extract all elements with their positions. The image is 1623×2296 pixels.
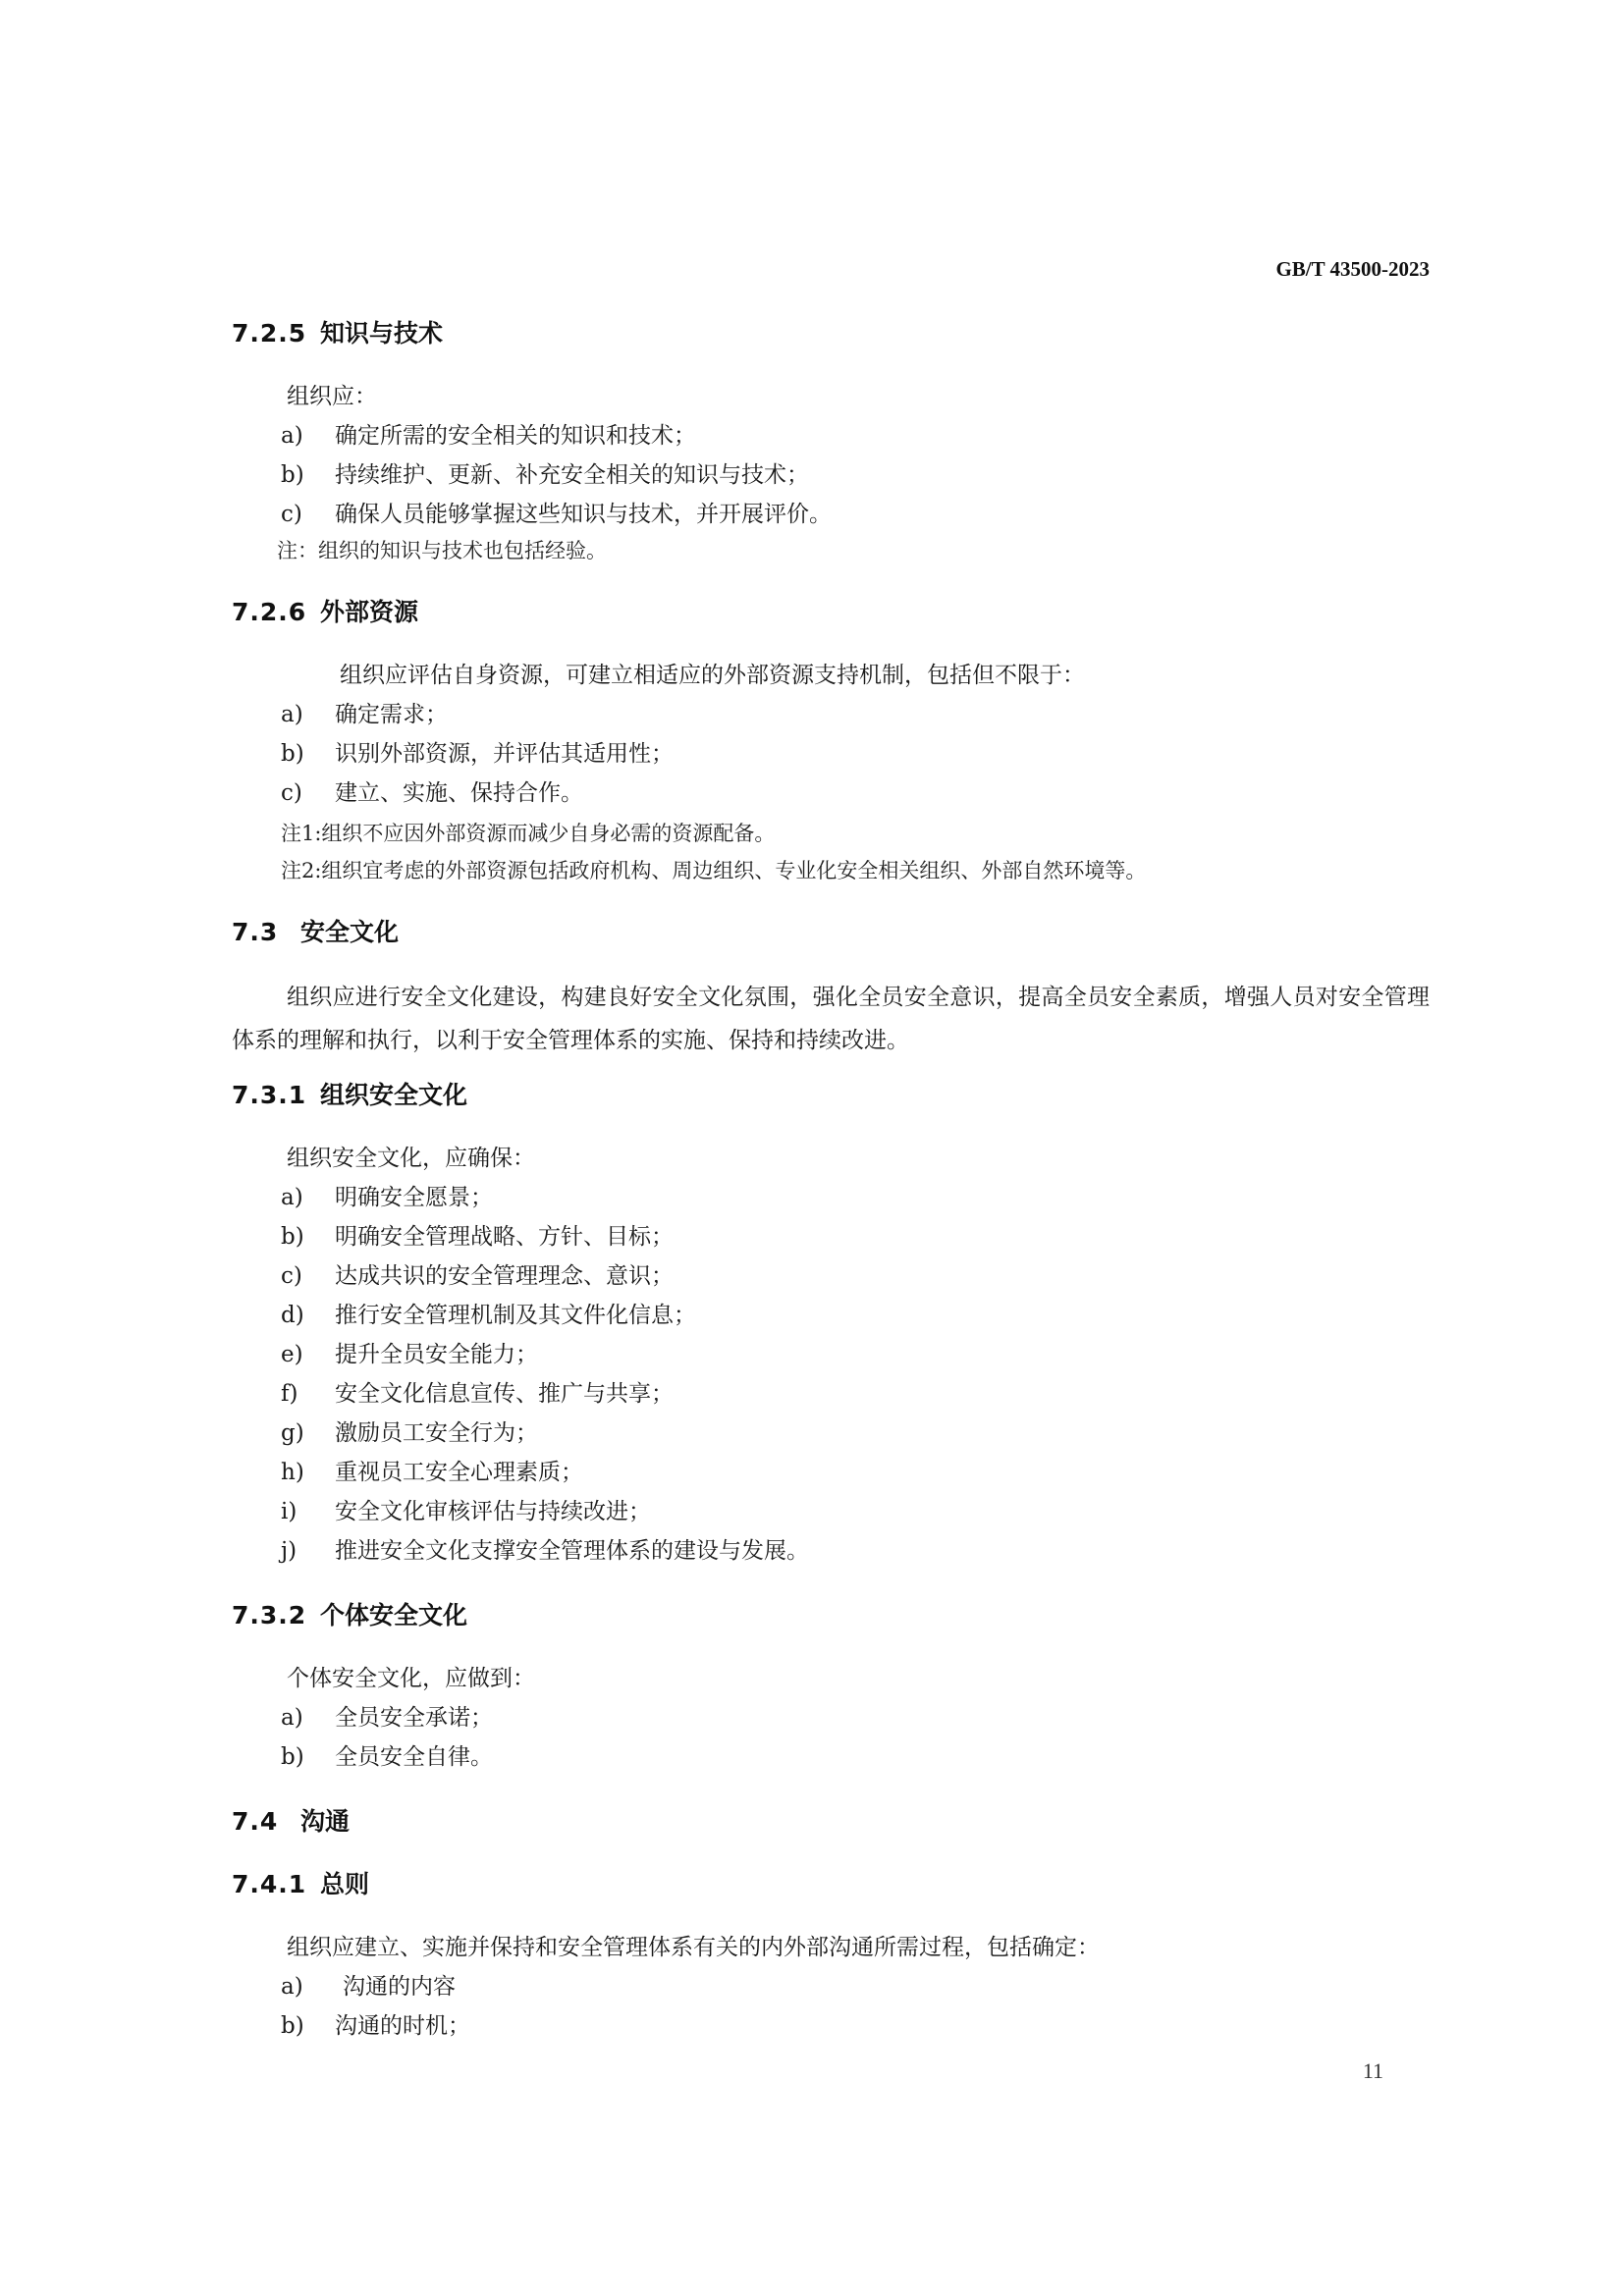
list-item	[232, 1256, 1430, 1296]
list-marker: j)	[281, 1538, 298, 1564]
list-marker: a)	[281, 1185, 303, 1210]
list-marker: i)	[281, 1499, 298, 1524]
section-title: 组织安全文化	[320, 1081, 468, 1109]
page-content	[232, 314, 1430, 2046]
list-item	[232, 734, 1430, 774]
list-item	[232, 1698, 1430, 1737]
list-item	[232, 2006, 1430, 2046]
list-text: 达成共识的安全管理理念、意识；	[335, 1263, 674, 1289]
section-number: 7.4	[232, 1807, 279, 1836]
list-marker: c)	[281, 502, 302, 527]
list-marker: c)	[281, 780, 302, 806]
list-item	[232, 416, 1430, 455]
list-text: 激励员工安全行为；	[335, 1420, 538, 1446]
list-item	[232, 1374, 1430, 1414]
list-text: 全员安全自律。	[335, 1744, 493, 1770]
section-title: 沟通	[300, 1807, 351, 1836]
heading-7-4	[232, 1802, 1430, 1838]
list-item	[232, 774, 1430, 813]
list-item	[232, 1492, 1430, 1531]
list-marker: a)	[281, 702, 303, 727]
list-marker: g)	[281, 1420, 304, 1446]
list-text: 确保人员能够掌握这些知识与技术，并开展评价。	[335, 502, 832, 527]
heading-7-2-5	[232, 314, 1430, 349]
note-2: 注2:组织宜考虑的外部资源包括政府机构、周边组织、专业化安全相关组织、外部自然环境等。	[281, 859, 1147, 882]
list-marker: f)	[281, 1381, 298, 1407]
list-item	[232, 1217, 1430, 1256]
list-text: 确定需求；	[335, 702, 448, 727]
list-text: 确定所需的安全相关的知识和技术；	[335, 423, 696, 449]
heading-7-2-6	[232, 593, 1430, 628]
list-item	[232, 1967, 1430, 2006]
note-1: 注1:组织不应因外部资源而减少自身必需的资源配备。	[281, 822, 776, 845]
list-text: 安全文化审核评估与持续改进；	[335, 1499, 651, 1524]
list-item	[232, 695, 1430, 734]
section-number: 7.3	[232, 918, 279, 946]
section-intro: 组织安全文化，应确保：	[287, 1146, 535, 1171]
list-text: 推行安全管理机制及其文件化信息；	[335, 1303, 696, 1328]
list-text: 识别外部资源，并评估其适用性；	[335, 741, 674, 767]
list-item	[232, 1335, 1430, 1374]
section-intro: 个体安全文化，应做到：	[287, 1666, 535, 1691]
section-title: 知识与技术	[320, 319, 444, 347]
list-marker: a)	[281, 1705, 303, 1731]
section-intro: 组织应评估自身资源，可建立相适应的外部资源支持机制，包括但不限于：	[340, 663, 1085, 688]
list-item	[232, 1296, 1430, 1335]
list-item	[232, 455, 1430, 495]
heading-7-3-2	[232, 1596, 1430, 1631]
list-text: 明确安全管理战略、方针、目标；	[335, 1224, 674, 1250]
section-intro: 组织应建立、实施并保持和安全管理体系有关的内外部沟通所需过程，包括确定：	[287, 1935, 1100, 1960]
list-text: 沟通的内容	[343, 1974, 456, 2000]
list-text: 重视员工安全心理素质；	[335, 1460, 583, 1485]
list-text: 持续维护、更新、补充安全相关的知识与技术；	[335, 462, 809, 488]
list-item	[232, 1737, 1430, 1777]
section-intro: 组织应：	[287, 384, 377, 409]
list-text: 推进安全文化支撑安全管理体系的建设与发展。	[335, 1538, 809, 1564]
section-body: 组织应进行安全文化建设，构建良好安全文化氛围，强化全员安全意识，提高全员安全素质，增强人员对安全管理体系的理解和执行，以利于安全管理体系的实施、保持和持续改进。	[232, 985, 1430, 1053]
list-text: 沟通的时机；	[335, 2013, 470, 2039]
list-item	[232, 1178, 1430, 1217]
list-marker: b)	[281, 1224, 304, 1250]
heading-7-4-1	[232, 1865, 1430, 1900]
list-marker: b)	[281, 2013, 304, 2039]
section-title: 个体安全文化	[320, 1601, 468, 1629]
heading-7-3	[232, 913, 1430, 948]
section-title: 外部资源	[320, 598, 419, 626]
page-number: 11	[1362, 2058, 1383, 2083]
section-number: 7.2.5	[232, 319, 307, 347]
list-text: 建立、实施、保持合作。	[335, 780, 583, 806]
list-text: 提升全员安全能力；	[335, 1342, 538, 1367]
list-marker: h)	[281, 1460, 304, 1485]
section-number: 7.3.2	[232, 1601, 307, 1629]
list-marker: c)	[281, 1263, 302, 1289]
list-item	[232, 495, 1430, 534]
section-number: 7.2.6	[232, 598, 307, 626]
list-marker: b)	[281, 741, 304, 767]
section-number: 7.3.1	[232, 1081, 307, 1109]
list-marker: a)	[281, 423, 303, 449]
list-item	[232, 1453, 1430, 1492]
list-text: 全员安全承诺；	[335, 1705, 493, 1731]
list-item	[232, 1414, 1430, 1453]
list-marker: b)	[281, 1744, 304, 1770]
note: 注：组织的知识与技术也包括经验。	[277, 539, 607, 562]
list-marker: b)	[281, 462, 304, 488]
list-marker: d)	[281, 1303, 304, 1328]
section-title: 安全文化	[300, 918, 400, 946]
list-text: 明确安全愿景；	[335, 1185, 493, 1210]
list-item	[232, 1531, 1430, 1571]
heading-7-3-1	[232, 1076, 1430, 1111]
list-marker: e)	[281, 1342, 303, 1367]
section-title: 总则	[320, 1870, 370, 1898]
section-number: 7.4.1	[232, 1870, 307, 1898]
standard-number: GB/T 43500-2023	[1275, 257, 1430, 281]
list-marker: a)	[281, 1974, 303, 2000]
list-text: 安全文化信息宣传、推广与共享；	[335, 1381, 674, 1407]
